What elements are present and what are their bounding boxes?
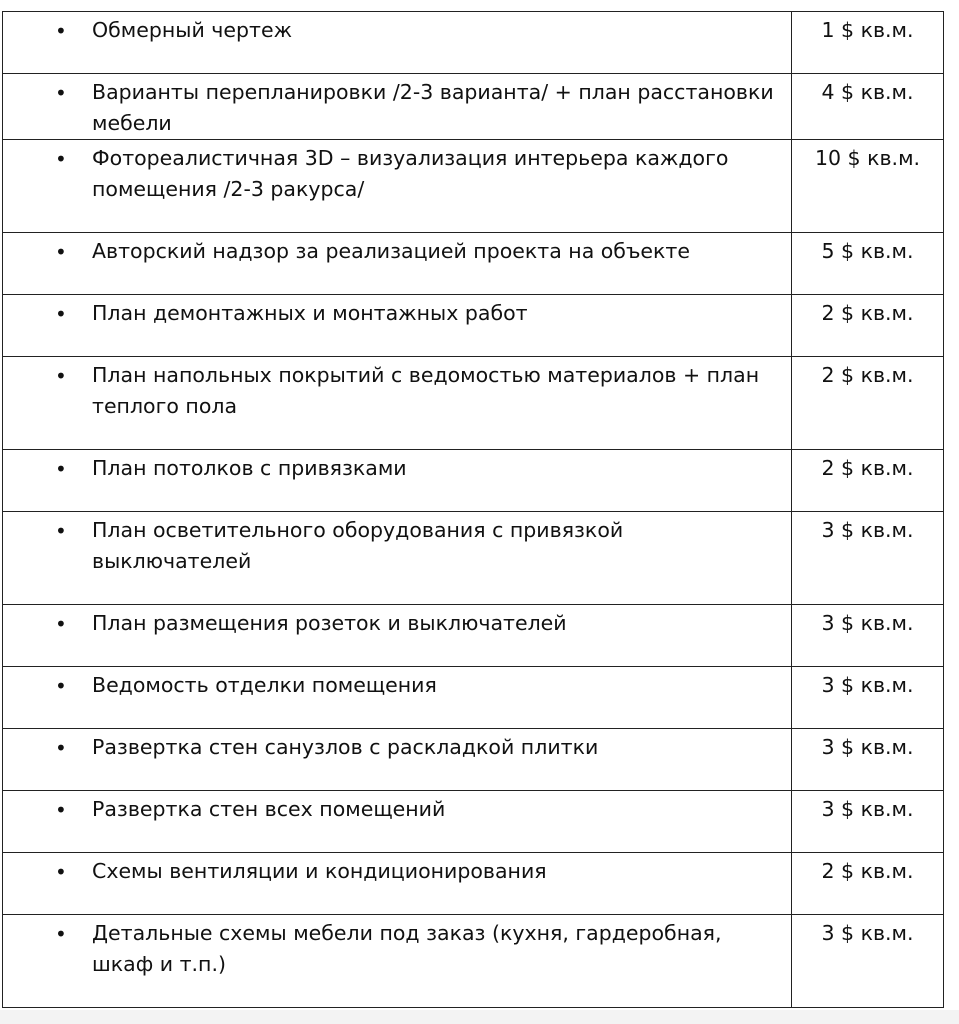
bullet-icon: • — [55, 798, 67, 822]
service-cell — [3, 140, 792, 233]
service-name: План размещения розеток и выключателей — [92, 611, 567, 635]
price-cell: 4 $ кв.м. — [792, 74, 944, 140]
price-cell: 2 $ кв.м. — [792, 853, 944, 915]
service-name: План осветительного оборудования с привязкой выключателей — [92, 518, 624, 573]
service-name: Фотореалистичная 3D – визуализация интерьера каждого помещения /2-3 ракурса/ — [92, 146, 729, 201]
table-row — [3, 295, 944, 357]
service-cell — [3, 357, 792, 450]
service-cell — [3, 295, 792, 357]
table-row — [3, 450, 944, 512]
bullet-icon: • — [55, 457, 67, 481]
bullet-icon: • — [55, 736, 67, 760]
bullet-icon: • — [55, 19, 67, 43]
service-name: Авторский надзор за реализацией проекта на объекте — [92, 239, 690, 263]
service-cell — [3, 605, 792, 667]
table-row — [3, 853, 944, 915]
service-name: Ведомость отделки помещения — [92, 673, 437, 697]
service-cell — [3, 450, 792, 512]
service-name: План напольных покрытий с ведомостью материалов + план теплого пола — [92, 363, 760, 418]
table-row — [3, 915, 944, 1008]
table-row — [3, 12, 944, 74]
bullet-icon: • — [55, 674, 67, 698]
price-cell: 3 $ кв.м. — [792, 729, 944, 791]
price-cell: 3 $ кв.м. — [792, 667, 944, 729]
table-row — [3, 74, 944, 140]
bullet-icon: • — [55, 612, 67, 636]
table-row — [3, 233, 944, 295]
table-row — [3, 140, 944, 233]
service-cell — [3, 791, 792, 853]
service-cell — [3, 667, 792, 729]
price-cell: 3 $ кв.м. — [792, 915, 944, 1008]
price-cell: 5 $ кв.м. — [792, 233, 944, 295]
service-cell — [3, 233, 792, 295]
service-cell — [3, 12, 792, 74]
price-cell: 3 $ кв.м. — [792, 512, 944, 605]
table-row — [3, 512, 944, 605]
service-cell — [3, 512, 792, 605]
table-row — [3, 791, 944, 853]
bullet-icon: • — [55, 302, 67, 326]
table-row — [3, 605, 944, 667]
price-table — [2, 11, 944, 1008]
price-cell: 2 $ кв.м. — [792, 357, 944, 450]
bullet-icon: • — [55, 519, 67, 543]
price-cell: 3 $ кв.м. — [792, 791, 944, 853]
service-name: Развертка стен санузлов с раскладкой плитки — [92, 735, 599, 759]
bullet-icon: • — [55, 364, 67, 388]
table-row — [3, 667, 944, 729]
service-name: Схемы вентиляции и кондиционирования — [92, 859, 547, 883]
page-bottom-strip — [0, 1010, 959, 1024]
table-row — [3, 357, 944, 450]
price-cell: 3 $ кв.м. — [792, 605, 944, 667]
price-cell: 2 $ кв.м. — [792, 450, 944, 512]
service-name: Варианты перепланировки /2-3 варианта/ + план расстановки мебели — [92, 80, 774, 135]
service-name: Детальные схемы мебели под заказ (кухня, гардеробная, шкаф и т.п.) — [92, 921, 722, 976]
service-name: План потолков с привязками — [92, 456, 407, 480]
service-name: Обмерный чертеж — [92, 18, 293, 42]
service-cell — [3, 915, 792, 1008]
table-row — [3, 729, 944, 791]
price-cell: 2 $ кв.м. — [792, 295, 944, 357]
service-cell — [3, 853, 792, 915]
service-cell — [3, 74, 792, 140]
bullet-icon: • — [55, 147, 67, 171]
price-cell: 10 $ кв.м. — [792, 140, 944, 233]
price-cell: 1 $ кв.м. — [792, 12, 944, 74]
bullet-icon: • — [55, 922, 67, 946]
bullet-icon: • — [55, 860, 67, 884]
service-cell — [3, 729, 792, 791]
bullet-icon: • — [55, 240, 67, 264]
bullet-icon: • — [55, 81, 67, 105]
service-name: Развертка стен всех помещений — [92, 797, 446, 821]
service-name: План демонтажных и монтажных работ — [92, 301, 528, 325]
